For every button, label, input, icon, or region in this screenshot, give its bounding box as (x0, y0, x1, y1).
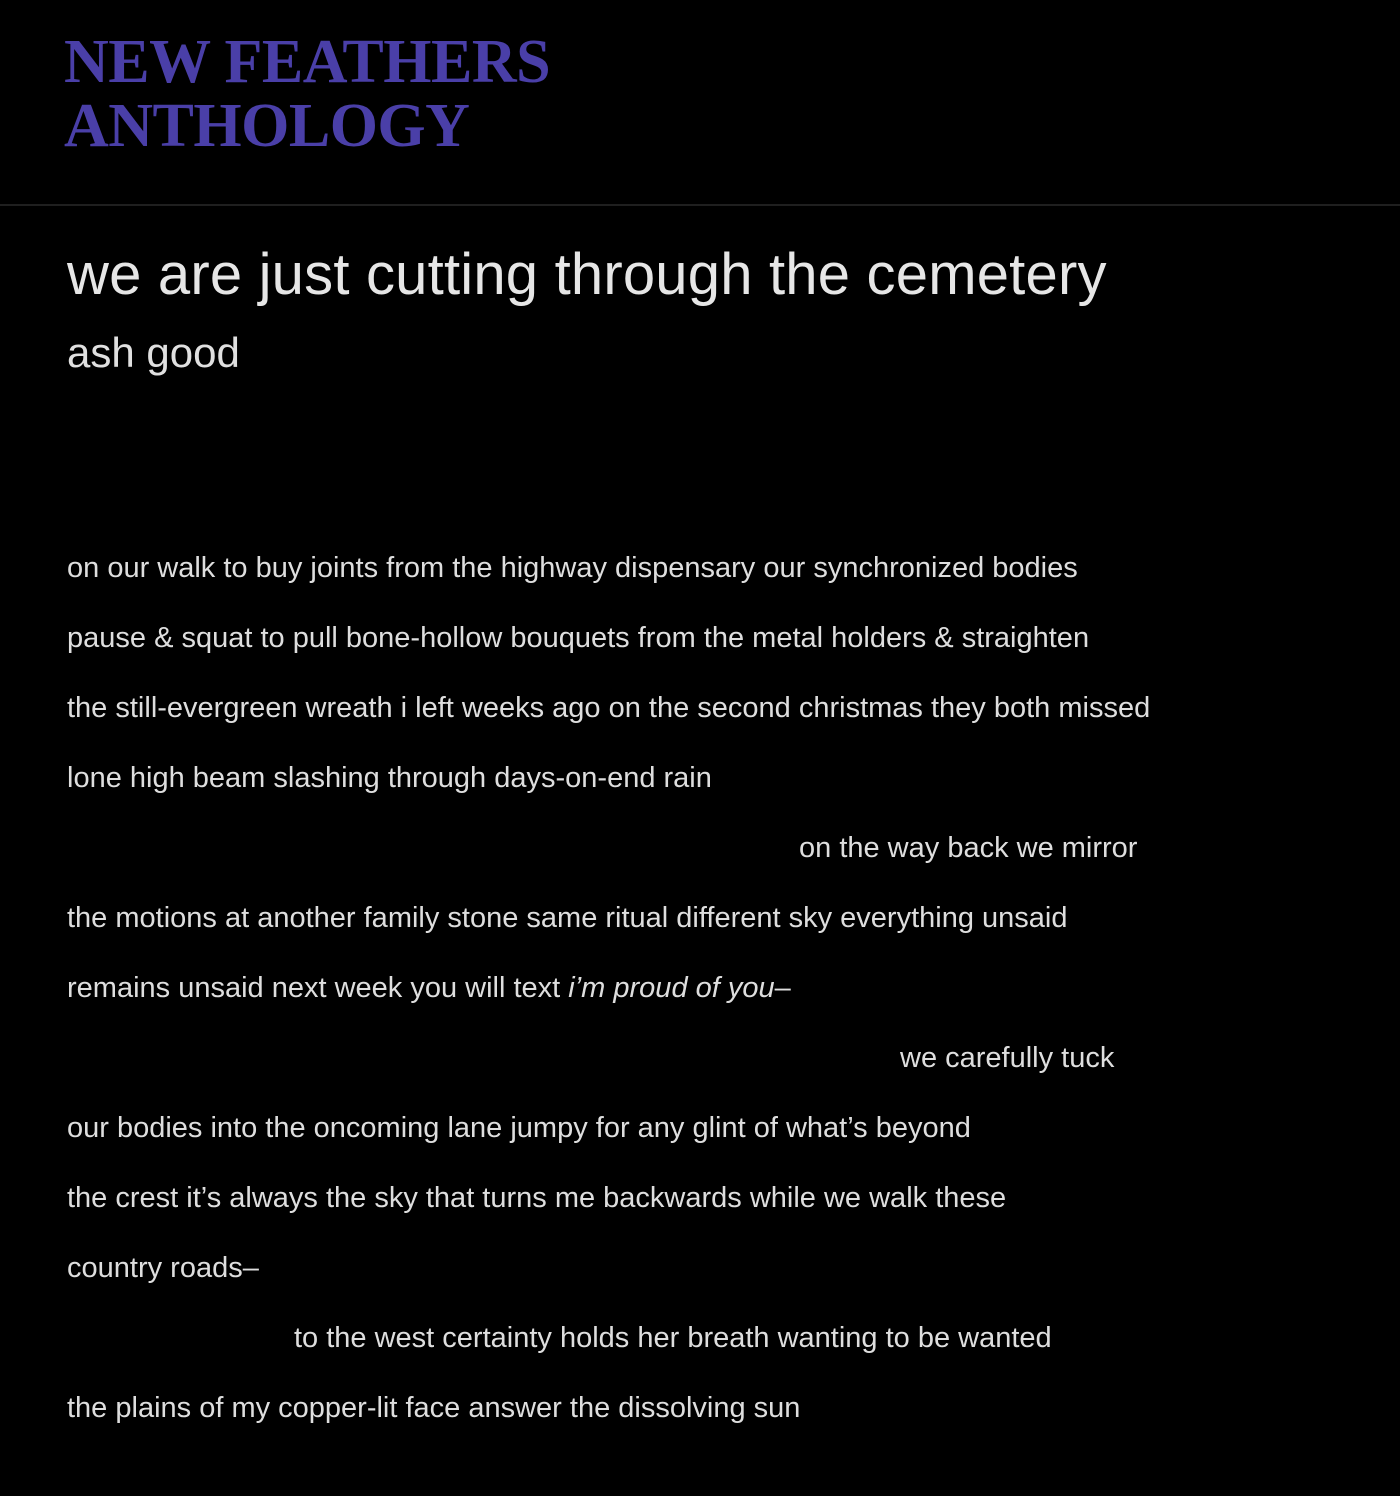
poem-line: on our walk to buy joints from the highway dispensary our synchronized bodies (67, 552, 1078, 584)
poem-line-dash: – (774, 972, 791, 1004)
poem-line: country roads– (67, 1252, 259, 1284)
poem-line: on the way back we mirror (799, 832, 1138, 864)
poem-line: to the west certainty holds her breath wanting to be wanted (294, 1322, 1052, 1354)
poem-line-text: remains unsaid next week you will text (67, 972, 569, 1004)
poem-line: pause & squat to pull bone-hollow bouquets from the metal holders & straighten (67, 622, 1090, 654)
poem-line: the plains of my copper-lit face answer the dissolving sun (67, 1392, 801, 1424)
poem-body (67, 545, 1387, 1455)
poem-line: we carefully tuck (900, 1042, 1115, 1074)
poem-line: lone high beam slashing through days-on-end rain (67, 762, 712, 794)
site-title-link[interactable] (64, 30, 550, 158)
poem-line: the still-evergreen wreath i left weeks ago on the second christmas they both missed (67, 692, 1151, 724)
poem-title: we are just cutting through the cemetery (67, 242, 1107, 307)
poem-line: the motions at another family stone same ritual different sky everything unsaid (67, 902, 1068, 934)
site-title-line-1: NEW FEATHERS (64, 28, 551, 96)
poem-line: the crest it’s always the sky that turns me backwards while we walk these (67, 1182, 1007, 1214)
poem-author: ash good (67, 329, 240, 376)
site-title-line-2: ANTHOLOGY (64, 92, 470, 160)
site-header (0, 0, 1400, 206)
poem-line: our bodies into the oncoming lane jumpy for any glint of what’s beyond (67, 1112, 971, 1144)
poem-line-italic: i’m proud of you (568, 972, 775, 1004)
poem-line (67, 965, 1387, 1035)
